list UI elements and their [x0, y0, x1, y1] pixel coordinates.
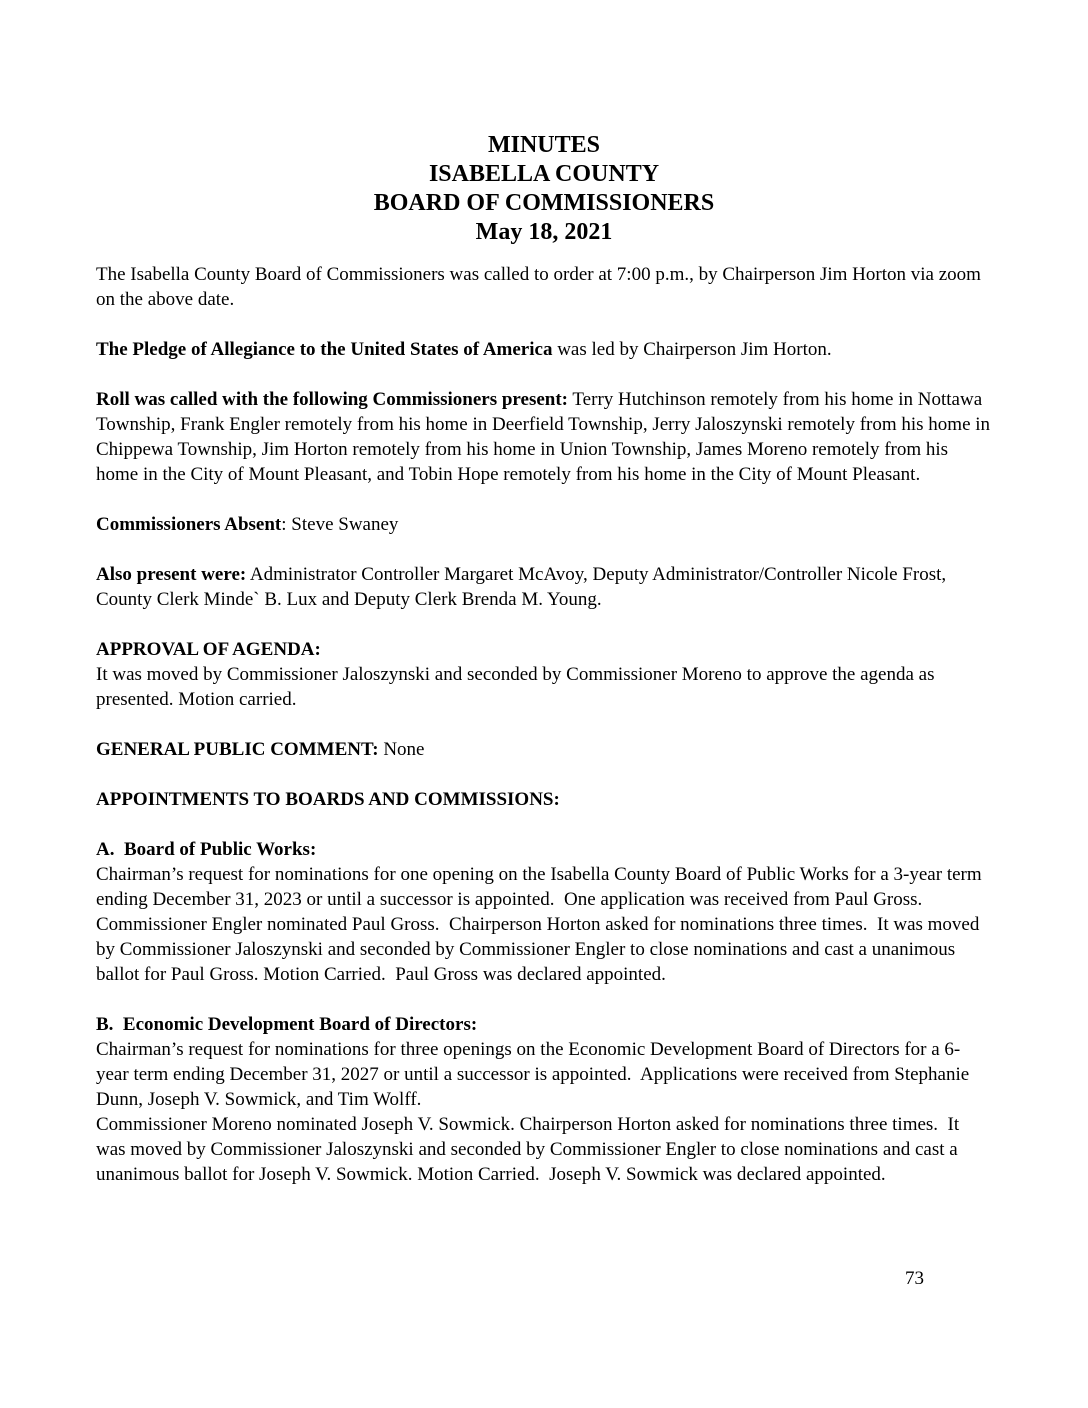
section-b-body-1: Chairman’s request for nominations for three openings on the Economic Development Board of Directors for a 6-year term ending December 31, 2027 or until a successor is appointed. Applications were received from Stephanie Dunn, Joseph V. Sowmick, and Tim Wolff. — [96, 1039, 974, 1110]
absent-rest-text: : Steve Swaney — [281, 514, 399, 535]
approval-of-agenda-heading: APPROVAL OF AGENDA: — [96, 639, 321, 660]
section-b-economic-development-board — [96, 1012, 992, 1187]
section-a-heading: A. Board of Public Works: — [96, 839, 317, 860]
also-present-paragraph — [96, 562, 992, 612]
appointments-heading — [96, 787, 992, 812]
pledge-paragraph — [96, 337, 992, 362]
title-line-minutes: MINUTES — [487, 132, 601, 158]
also-present-rest-text: Administrator Controller Margaret McAvoy, Deputy Administrator/Controller Nicole Frost, County Clerk Minde` B. Lux and Deputy Clerk Brenda M. Young. — [96, 564, 951, 610]
section-b-heading: B. Economic Development Board of Directors: — [96, 1014, 478, 1035]
pledge-bold-text: The Pledge of Allegiance to the United States of America — [96, 339, 553, 360]
call-to-order-text: The Isabella County Board of Commissioners was called to order at 7:00 p.m., by Chairperson Jim Horton via zoom on the above date. — [96, 264, 986, 310]
title-line-county: ISABELLA COUNTY — [428, 161, 660, 187]
roll-call-bold-text: Roll was called with the following Commissioners present: — [96, 389, 568, 410]
roll-call-paragraph — [96, 387, 995, 487]
section-a-board-of-public-works — [96, 837, 992, 987]
document-content — [96, 131, 995, 1212]
public-comment-bold-text: GENERAL PUBLIC COMMENT: — [96, 739, 379, 760]
absent-bold-text: Commissioners Absent — [96, 514, 282, 535]
title-line-board: BOARD OF COMMISSIONERS — [373, 190, 715, 216]
appointments-heading-text: APPOINTMENTS TO BOARDS AND COMMISSIONS: — [96, 789, 560, 810]
title-line-date: May 18, 2021 — [475, 219, 613, 245]
general-public-comment-paragraph — [96, 737, 992, 762]
roll-call-rest-text: Terry Hutchinson remotely from his home in Nottawa Township, Frank Engler remotely from his home in Deerfield Township, Jerry Jaloszynski remotely from his home in Chippewa Township, Jim Horton remotely from his home in Union Township, James Moreno remotely from his home in the City of Mount Pleasant, and Tobin Hope remotely from his home in the City of Mount Pleasant. — [96, 389, 995, 485]
section-a-body: Chairman’s request for nominations for one opening on the Isabella County Board of Public Works for a 3-year term ending December 31, 2023 or until a successor is appointed. One application was received from Paul Gross. Commissioner Engler nominated Paul Gross. Chairperson Horton asked for nominations three times. It was moved by Commissioner Jaloszynski and seconded by Commissioner Engler to close nominations and cast a unanimous ballot for Paul Gross. Motion Carried. Paul Gross was declared appointed. — [96, 864, 987, 985]
approval-of-agenda-body: It was moved by Commissioner Jaloszynski and seconded by Commissioner Moreno to approve the agenda as presented. Motion carried. — [96, 664, 940, 710]
section-b-body-2: Commissioner Moreno nominated Joseph V. Sowmick. Chairperson Horton asked for nominations three times. It was moved by Commissioner Jaloszynski and seconded by Commissioner Engler to close nominations and cast a unanimous ballot for Joseph V. Sowmick. Motion Carried. Joseph V. Sowmick was declared appointed. — [96, 1114, 964, 1185]
approval-of-agenda-section — [96, 637, 992, 712]
also-present-bold-text: Also present were: — [96, 564, 247, 585]
commissioners-absent-paragraph — [96, 512, 992, 537]
page-number: 73 — [905, 1268, 924, 1289]
public-comment-rest-text: None — [378, 739, 425, 760]
call-to-order-paragraph — [96, 262, 992, 312]
pledge-rest-text: was led by Chairperson Jim Horton. — [552, 339, 832, 360]
document-title — [96, 131, 992, 247]
